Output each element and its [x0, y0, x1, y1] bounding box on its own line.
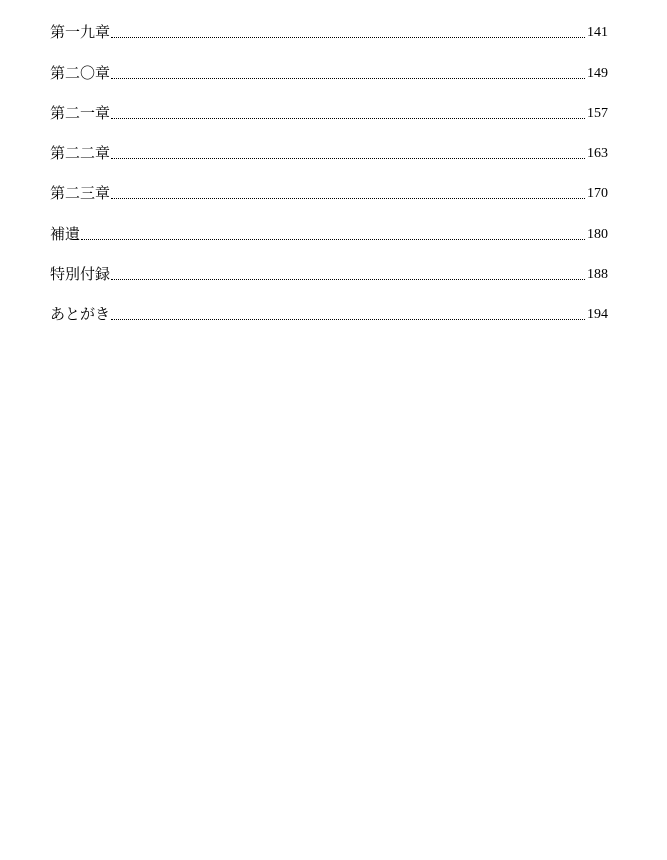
toc-entry[interactable] — [50, 211, 608, 251]
dot-leader — [111, 77, 585, 79]
dot-leader — [111, 318, 585, 320]
dot-leader — [81, 238, 585, 240]
table-of-contents — [50, 10, 608, 332]
toc-entry-title: 第二三章 — [50, 186, 111, 203]
toc-entry-page-number: 180 — [587, 226, 608, 242]
toc-entry-title: 特別付録 — [50, 267, 111, 284]
dot-leader — [111, 117, 585, 119]
toc-entry-title: 補遺 — [50, 226, 81, 243]
toc-entry-title: 第一九章 — [50, 25, 111, 42]
toc-entry[interactable] — [50, 252, 608, 292]
toc-entry-page-number: 188 — [587, 267, 608, 283]
dot-leader — [111, 36, 585, 38]
toc-entry-page-number: 194 — [587, 307, 608, 323]
toc-entry-page-number: 170 — [587, 186, 608, 202]
dot-leader — [111, 197, 585, 199]
toc-entry-title: あとがき — [50, 307, 111, 324]
dot-leader — [111, 157, 585, 159]
toc-entry-title: 第二一章 — [50, 105, 111, 122]
toc-entry-title: 第二二章 — [50, 146, 111, 163]
toc-entry[interactable] — [50, 171, 608, 211]
toc-entry-page-number: 157 — [587, 105, 608, 121]
toc-entry[interactable] — [50, 91, 608, 131]
toc-entry[interactable] — [50, 10, 608, 50]
toc-entry-page-number: 149 — [587, 65, 608, 81]
toc-entry-page-number: 163 — [587, 146, 608, 162]
toc-entry[interactable] — [50, 50, 608, 90]
dot-leader — [111, 278, 585, 280]
toc-entry[interactable] — [50, 292, 608, 332]
toc-entry[interactable] — [50, 131, 608, 171]
toc-entry-page-number: 141 — [587, 25, 608, 41]
toc-entry-title: 第二〇章 — [50, 65, 111, 82]
